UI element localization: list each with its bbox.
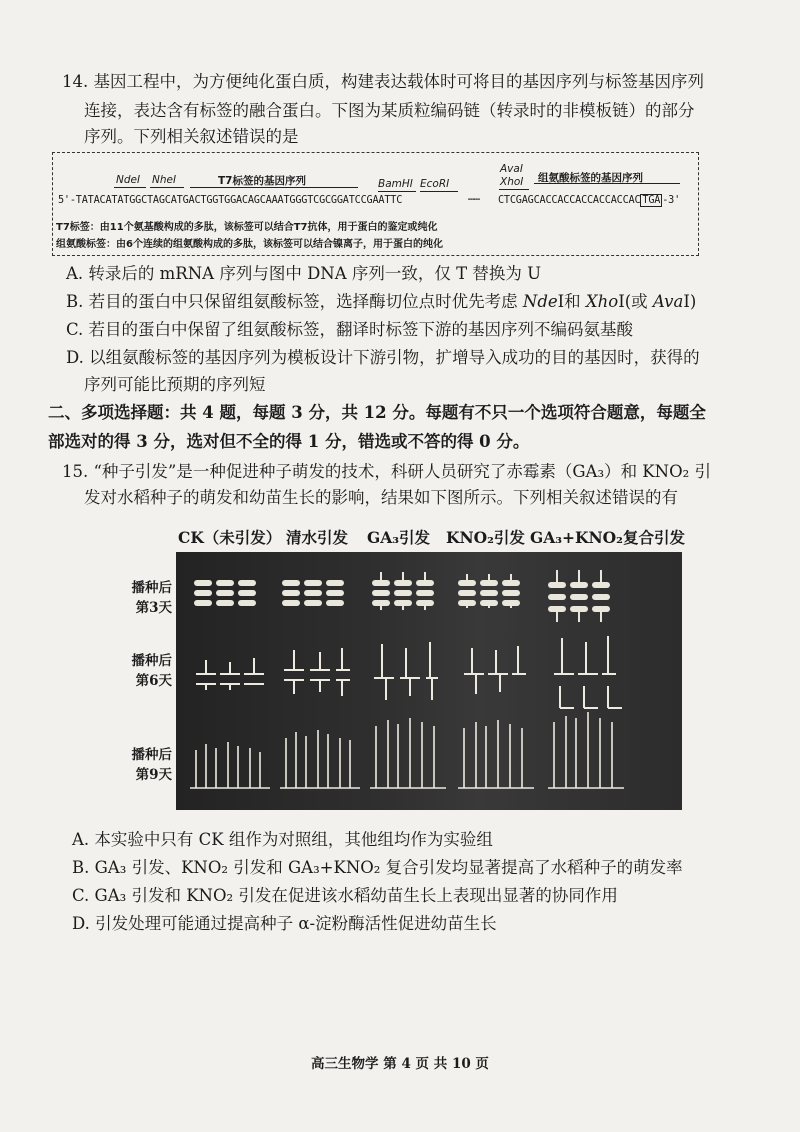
group-label-water: 清水引发 bbox=[286, 528, 349, 547]
xho-underline bbox=[499, 189, 529, 190]
q14-option-b bbox=[66, 290, 696, 314]
dna-sequence-right bbox=[498, 195, 680, 206]
seedling-illustration bbox=[176, 552, 682, 810]
nhe-underline bbox=[150, 187, 184, 188]
ava-name: Ava bbox=[652, 292, 684, 311]
option-b-mid: Ⅰ和 bbox=[557, 292, 586, 311]
q15-stem-line2: 发对水稻种子的萌发和幼苗生长的影响，结果如下图所示。下列相关叙述错误的有 bbox=[84, 488, 678, 507]
row-label-day3 bbox=[112, 578, 172, 618]
dna-sequence-dots: …… bbox=[468, 192, 480, 203]
group-label-combined: GA₃+KNO₂复合引发 bbox=[530, 528, 685, 547]
option-b-text: B. 若目的蛋白中只保留组氨酸标签，选择酶切位点时优先考虑 bbox=[66, 292, 523, 311]
q15-option-b: B. GA₃ 引发、KNO₂ 引发和 GA₃+KNO₂ 复合引发均显著提高了水稻种子的萌发率 bbox=[72, 858, 683, 877]
q15-option-a: A. 本实验中只有 CK 组作为对照组，其他组均作为实验组 bbox=[72, 830, 493, 849]
ava-label: AvaⅠ bbox=[500, 163, 523, 175]
nde-name: Nde bbox=[522, 292, 558, 311]
t7-tag-note: T7标签：由11个氨基酸构成的多肽，该标签可以结合T7抗体，用于蛋白的鉴定或纯化 bbox=[56, 222, 438, 233]
q14-option-c: C. 若目的蛋白中保留了组氨酸标签，翻译时标签下游的基因序列不编码氨基酸 bbox=[66, 320, 634, 339]
day9-seedlings bbox=[190, 712, 624, 788]
option-b-end: Ⅰ) bbox=[683, 292, 697, 311]
q15-stem-line1: 15. “种子引发”是一种促进种子萌发的技术，科研人员研究了赤霉素（GA₃）和 KNO₂ 引 bbox=[62, 462, 711, 481]
bamh-underline bbox=[378, 191, 416, 192]
t7-gene-label: T7标签的基因序列 bbox=[218, 175, 306, 187]
page-footer: 高三生物学 第 4 页 共 10 页 bbox=[311, 1056, 489, 1072]
xho-name: Xho bbox=[585, 292, 619, 311]
q15-option-d: D. 引发处理可能通过提高种子 α-淀粉酶活性促进幼苗生长 bbox=[72, 914, 497, 933]
xho-label: XhoⅠ bbox=[500, 176, 524, 188]
row-day3-line2: 第3天 bbox=[135, 600, 172, 616]
nde-underline bbox=[114, 187, 146, 188]
his-underline bbox=[534, 183, 680, 184]
sequence-end: -3' bbox=[662, 195, 681, 206]
nde-label: NdeⅠ bbox=[116, 174, 141, 186]
group-label-ck: CK（未引发） bbox=[178, 528, 282, 547]
section2-instructions-line2: 部选对的得 3 分，选对但不全的得 1 分，错选或不答的得 0 分。 bbox=[48, 432, 530, 451]
group-label-kno2: KNO₂引发 bbox=[446, 528, 525, 547]
option-b-mid2: Ⅰ(或 bbox=[618, 292, 653, 311]
ecor-underline bbox=[420, 191, 458, 192]
bamh-label: BamHⅠ bbox=[378, 178, 413, 190]
q14-option-d-line1: D. 以组氨酸标签的基因序列为模板设计下游引物，扩增导入成功的目的基因时，获得的 bbox=[66, 348, 700, 367]
day6-seedlings bbox=[196, 636, 622, 708]
his-sequence: CTCGAGCACCACCACCACCACCAC bbox=[498, 195, 641, 206]
q14-stem-line1: 14. 基因工程中，为方便纯化蛋白质，构建表达载体时可将目的基因序列与标签基因序列 bbox=[62, 72, 704, 91]
row-day9-line1: 播种后 bbox=[131, 747, 172, 763]
dna-sequence-left: 5'-TATACATATGGCTAGCATGACTGGTGGACAGCAAATGGGTCGCGGATCCGAATTC bbox=[58, 195, 403, 206]
q14-option-a: A. 转录后的 mRNA 序列与图中 DNA 序列一致，仅 T 替换为 U bbox=[66, 264, 542, 283]
t7-underline bbox=[190, 187, 358, 188]
q14-option-d-line2: 序列可能比预期的序列短 bbox=[84, 375, 266, 394]
q14-stem-line2: 连接，表达含有标签的融合蛋白。下图为某质粒编码链（转录时的非模板链）的部分 bbox=[84, 101, 695, 120]
stop-codon-box: TGA bbox=[642, 195, 661, 206]
q14-stem-line3: 序列。下列相关叙述错误的是 bbox=[84, 127, 299, 146]
row-day6-line1: 播种后 bbox=[131, 653, 172, 669]
row-day3-line1: 播种后 bbox=[131, 580, 172, 596]
row-label-day6 bbox=[112, 651, 172, 691]
row-day9-line2: 第9天 bbox=[135, 767, 172, 783]
seed-germination-photo bbox=[176, 552, 682, 810]
row-label-day9 bbox=[112, 745, 172, 785]
nhe-label: NheⅠ bbox=[152, 174, 177, 186]
his-tag-note: 组氨酸标签：由6个连续的组氨酸构成的多肽，该标签可以结合镍离子，用于蛋白的纯化 bbox=[56, 239, 443, 250]
section2-instructions-line1: 二、多项选择题：共 4 题，每题 3 分，共 12 分。每题有不只一个选项符合题意，每题全 bbox=[48, 403, 706, 422]
group-label-ga3: GA₃引发 bbox=[367, 528, 431, 547]
row-day6-line2: 第6天 bbox=[135, 673, 172, 689]
his-gene-label: 组氨酸标签的基因序列 bbox=[538, 172, 643, 184]
ecor-label: EcoRⅠ bbox=[420, 178, 450, 190]
q15-option-c: C. GA₃ 引发和 KNO₂ 引发在促进该水稻幼苗生长上表现出显著的协同作用 bbox=[72, 886, 618, 905]
